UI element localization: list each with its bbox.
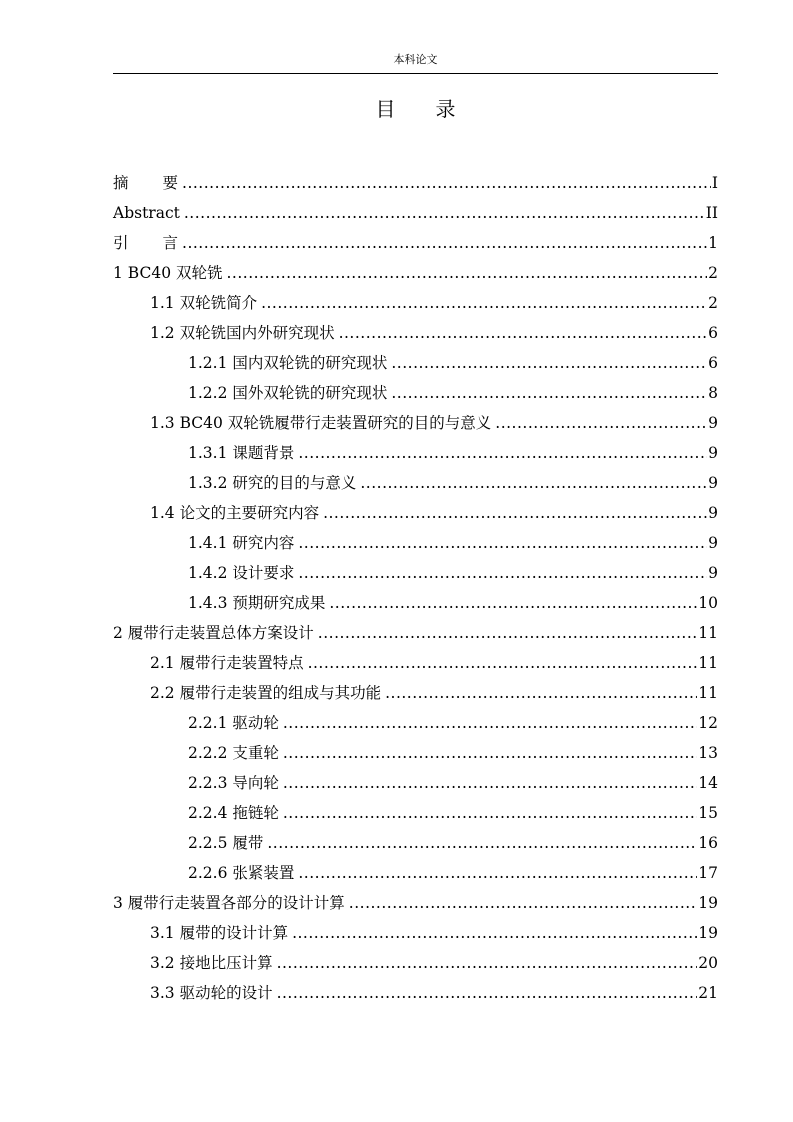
toc-dot-leader [391,378,707,408]
toc-entry[interactable] [113,858,718,888]
toc-dot-leader [385,678,697,708]
toc-page-number: 10 [698,594,718,612]
toc-entry[interactable] [113,798,718,828]
toc-page-number: 11 [698,654,718,672]
toc-entry-label-part: 要 [162,174,179,192]
toc-page-number: 11 [698,624,718,642]
toc-entry-label: 1.4.2 设计要求 [188,564,295,582]
toc-entry-label: 3.2 接地比压计算 [150,954,273,972]
toc-dot-leader [339,318,708,348]
toc-page-number: I [711,174,718,192]
toc-dot-leader [323,498,707,528]
toc-entry-label: 2.1 履带行走装置特点 [150,654,304,672]
toc-entry[interactable] [113,378,718,408]
toc-entry-label [113,168,178,198]
toc-entry-label [113,228,178,258]
toc-dot-leader [329,588,697,618]
toc-entry[interactable] [113,498,718,528]
toc-entry-label: 3 履带行走装置各部分的设计计算 [113,894,345,912]
toc-entry[interactable] [113,618,718,648]
toc-entry-label: Abstract [113,204,180,222]
toc-entry-label: 1.3.2 研究的目的与意义 [188,474,357,492]
table-of-contents [113,168,718,1008]
header-rule [113,73,718,74]
toc-page-number: 9 [708,414,718,432]
toc-entry[interactable] [113,828,718,858]
toc-dot-leader [283,798,697,828]
toc-entry-label: 2.2.2 支重轮 [188,744,279,762]
toc-page-number: 20 [698,954,718,972]
toc-dot-leader [360,468,707,498]
toc-dot-leader [283,708,697,738]
toc-entry[interactable] [113,588,718,618]
toc-page-number: 12 [698,714,718,732]
toc-page-number: 19 [698,924,718,942]
toc-page-number: 19 [698,894,718,912]
toc-entry-label: 1.3 BC40 双轮铣履带行走装置研究的目的与意义 [150,414,492,432]
toc-entry-label: 2.2.4 拖链轮 [188,804,279,822]
toc-page-number: 21 [698,984,718,1002]
toc-title-char: 录 [435,97,456,121]
toc-entry[interactable] [113,768,718,798]
toc-entry-label: 2.2.3 导向轮 [188,774,279,792]
toc-title [113,95,718,123]
toc-entry-label: 1.4.1 研究内容 [188,534,295,552]
toc-page-number: 16 [698,834,718,852]
toc-entry[interactable] [113,738,718,768]
toc-entry[interactable] [113,678,718,708]
toc-page-number: 1 [708,234,718,252]
toc-entry[interactable] [113,888,718,918]
toc-page-number: 11 [698,684,718,702]
toc-entry-label: 1.2.1 国内双轮铣的研究现状 [188,354,388,372]
toc-page-number: 9 [708,444,718,462]
toc-entry[interactable] [113,978,718,1008]
toc-dot-leader [277,978,698,1008]
toc-page-number: 15 [698,804,718,822]
toc-entry[interactable] [113,348,718,378]
toc-title-char: 目 [375,97,396,121]
toc-entry-label: 1 BC40 双轮铣 [113,264,223,282]
toc-entry[interactable] [113,558,718,588]
toc-dot-leader [277,948,698,978]
toc-page-number: 9 [708,564,718,582]
toc-entry[interactable] [113,948,718,978]
toc-entry-label: 2.2.6 张紧装置 [188,864,295,882]
toc-page-number: 8 [708,384,718,402]
toc-entry-label: 1.3.1 课题背景 [188,444,295,462]
toc-entry-label: 1.2 双轮铣国内外研究现状 [150,324,335,342]
toc-dot-leader [226,258,707,288]
toc-dot-leader [283,768,697,798]
toc-page-number: 14 [698,774,718,792]
toc-dot-leader [298,558,707,588]
toc-page-number: 6 [708,354,718,372]
toc-dot-leader [308,648,698,678]
toc-dot-leader [182,228,707,258]
toc-entry[interactable] [113,408,718,438]
toc-page-number: 9 [708,534,718,552]
toc-entry-label-part: 摘 [113,174,129,192]
toc-entry[interactable] [113,168,718,198]
toc-dot-leader [267,828,697,858]
toc-dot-leader [298,528,707,558]
toc-dot-leader [318,618,697,648]
toc-entry[interactable] [113,288,718,318]
toc-page-number: 9 [708,474,718,492]
toc-entry[interactable] [113,648,718,678]
toc-entry[interactable] [113,708,718,738]
toc-entry-label: 2.2.1 驱动轮 [188,714,279,732]
toc-dot-leader [495,408,707,438]
toc-entry-label: 2.2 履带行走装置的组成与其功能 [150,684,382,702]
toc-entry[interactable] [113,918,718,948]
toc-page-number: 17 [698,864,718,882]
toc-entry-label-part: 言 [162,234,179,252]
toc-dot-leader [184,198,705,228]
toc-entry-label: 1.1 双轮铣简介 [150,294,258,312]
toc-dot-leader [298,858,697,888]
toc-page-number: 2 [708,294,718,312]
toc-dot-leader [182,168,711,198]
toc-entry[interactable] [113,468,718,498]
toc-entry-label: 2.2.5 履带 [188,834,264,852]
toc-dot-leader [391,348,707,378]
toc-page-number: 2 [708,264,718,282]
toc-page-number: 6 [708,324,718,342]
toc-page-number: II [705,204,718,222]
toc-entry-label: 3.1 履带的设计计算 [150,924,289,942]
toc-entry-label-part: 引 [113,234,129,252]
toc-entry[interactable] [113,318,718,348]
toc-entry-label: 3.3 驱动轮的设计 [150,984,273,1002]
toc-dot-leader [261,288,707,318]
toc-dot-leader [292,918,697,948]
toc-dot-leader [283,738,697,768]
toc-entry[interactable] [113,198,718,228]
toc-entry-label: 1.4.3 预期研究成果 [188,594,326,612]
toc-entry[interactable] [113,528,718,558]
page-header: 本科论文 [393,53,438,66]
toc-entry[interactable] [113,438,718,468]
toc-entry[interactable] [113,258,718,288]
toc-entry[interactable] [113,228,718,258]
toc-dot-leader [298,438,707,468]
toc-entry-label: 2 履带行走装置总体方案设计 [113,624,314,642]
toc-entry-label: 1.4 论文的主要研究内容 [150,504,320,522]
toc-dot-leader [349,888,697,918]
toc-page-number: 9 [708,504,718,522]
toc-entry-label: 1.2.2 国外双轮铣的研究现状 [188,384,388,402]
toc-page-number: 13 [698,744,718,762]
